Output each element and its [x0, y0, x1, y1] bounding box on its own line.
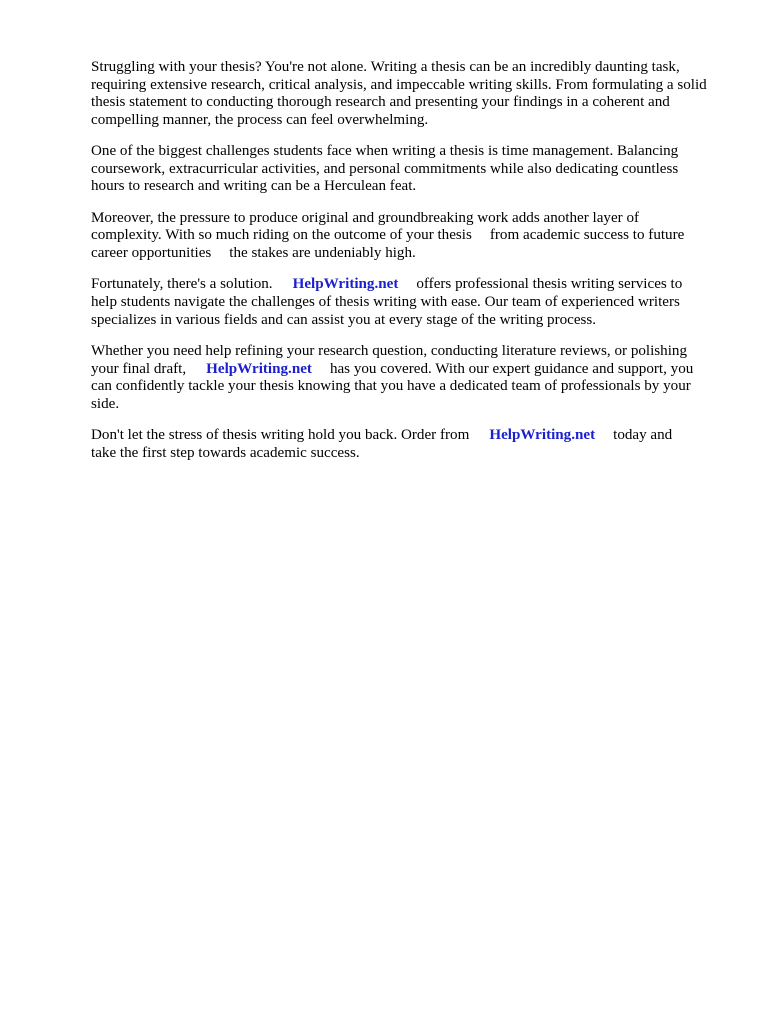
text-segment: from academic success to future [489, 227, 685, 244]
text-line: thesis statement to conducting thorough research and presenting your findings in a coherent and [91, 94, 670, 111]
text-line [91, 427, 731, 445]
text-line: One of the biggest challenges students face when writing a thesis is time management. Balancing [91, 143, 679, 160]
text-segment: today and [613, 427, 673, 444]
text-line: Struggling with your thesis? You're not alone. Writing a thesis can be an incredibly daunting task, [91, 59, 680, 75]
text-line [91, 227, 731, 245]
text-line [91, 276, 731, 294]
document-body [91, 59, 731, 476]
text-line: take the first step towards academic success. [91, 444, 360, 461]
text-line: can confidently tackle your thesis knowing that you have a dedicated team of professionals by your [91, 378, 691, 395]
helpwriting-link[interactable]: HelpWriting.net [489, 427, 596, 444]
text-line: help students navigate the challenges of thesis writing with ease. Our team of experienced writers [91, 293, 680, 310]
text-line: requiring extensive research, critical analysis, and impeccable writing skills. From formulating a solid [91, 76, 707, 93]
text-segment: the stakes are undeniably high. [229, 244, 416, 261]
text-segment: offers professional thesis writing services to [416, 276, 683, 293]
paragraph-support [91, 343, 731, 413]
text-line: coursework, extracurricular activities, and personal commitments while also dedicating countless [91, 160, 679, 177]
paragraph-solution [91, 276, 731, 329]
paragraph-time-management [91, 143, 731, 196]
text-segment: your final draft, [91, 360, 187, 377]
text-segment: has you covered. With our expert guidance and support, you [329, 360, 694, 377]
helpwriting-link[interactable]: HelpWriting.net [206, 360, 312, 377]
text-line: compelling manner, the process can feel overwhelming. [91, 111, 429, 128]
text-line: Whether you need help refining your research question, conducting literature reviews, or polishing [91, 342, 688, 359]
text-segment: career opportunities [91, 244, 212, 261]
text-line: Moreover, the pressure to produce original and groundbreaking work adds another layer of [91, 209, 640, 226]
text-line: side. [91, 395, 120, 412]
text-line: specializes in various fields and can assist you at every stage of the writing process. [91, 311, 597, 328]
text-segment: Fortunately, there's a solution. [91, 276, 273, 293]
paragraph-intro [91, 59, 731, 129]
text-line: hours to research and writing can be a Herculean feat. [91, 178, 417, 195]
helpwriting-link[interactable]: HelpWriting.net [292, 276, 399, 293]
text-segment: complexity. With so much riding on the outcome of your thesis [91, 227, 472, 244]
paragraph-pressure [91, 210, 731, 263]
paragraph-call-to-action [91, 427, 731, 462]
text-segment: Don't let the stress of thesis writing hold you back. Order from [91, 427, 470, 444]
text-line [91, 361, 731, 379]
text-line [91, 245, 731, 263]
